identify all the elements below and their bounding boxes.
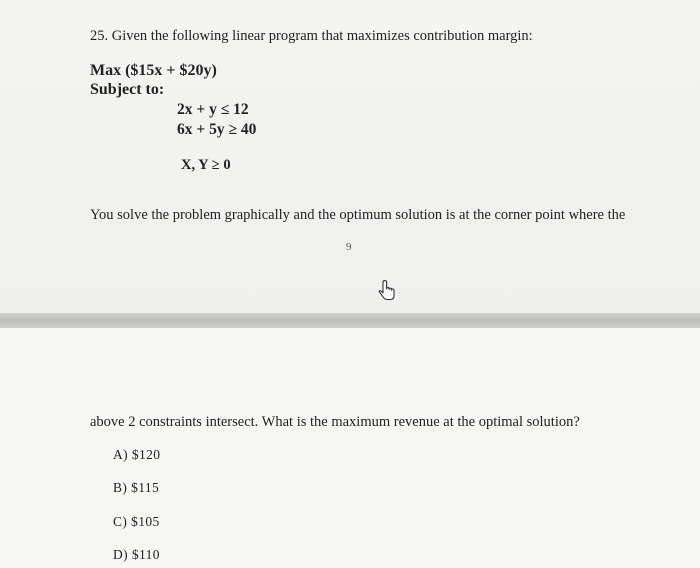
option-b[interactable] [113,480,159,496]
constraint-1: 2x + y ≤ 12 [177,101,249,118]
objective-function: Max ($15x + $20y) [90,62,217,79]
option-letter: A) [113,447,129,462]
subject-to-label: Subject to: [90,81,165,98]
option-letter: D) [113,547,129,562]
option-value: $105 [131,514,160,529]
page-divider [0,313,700,328]
option-letter: B) [113,480,128,495]
option-c[interactable] [113,514,160,530]
option-letter: C) [113,514,128,529]
option-value: $120 [131,447,161,462]
question-sentence-part2: above 2 constraints intersect. What is the maximum revenue at the optimal solution? [90,414,580,430]
constraint-2: 6x + 5y ≥ 40 [177,121,257,138]
option-d[interactable] [113,547,160,563]
page-bottom [0,328,700,568]
option-value: $110 [131,547,160,562]
option-a[interactable] [113,447,160,463]
page-number: 9 [346,241,352,253]
option-value: $115 [131,480,160,495]
non-negativity-constraint: X, Y ≥ 0 [181,157,231,173]
mouse-pointer-hand-icon [378,280,398,302]
question-sentence-part1: You solve the problem graphically and the optimum solution is at the corner point where the [90,207,626,223]
question-title: 25. Given the following linear program that maximizes contribution margin: [90,28,533,44]
